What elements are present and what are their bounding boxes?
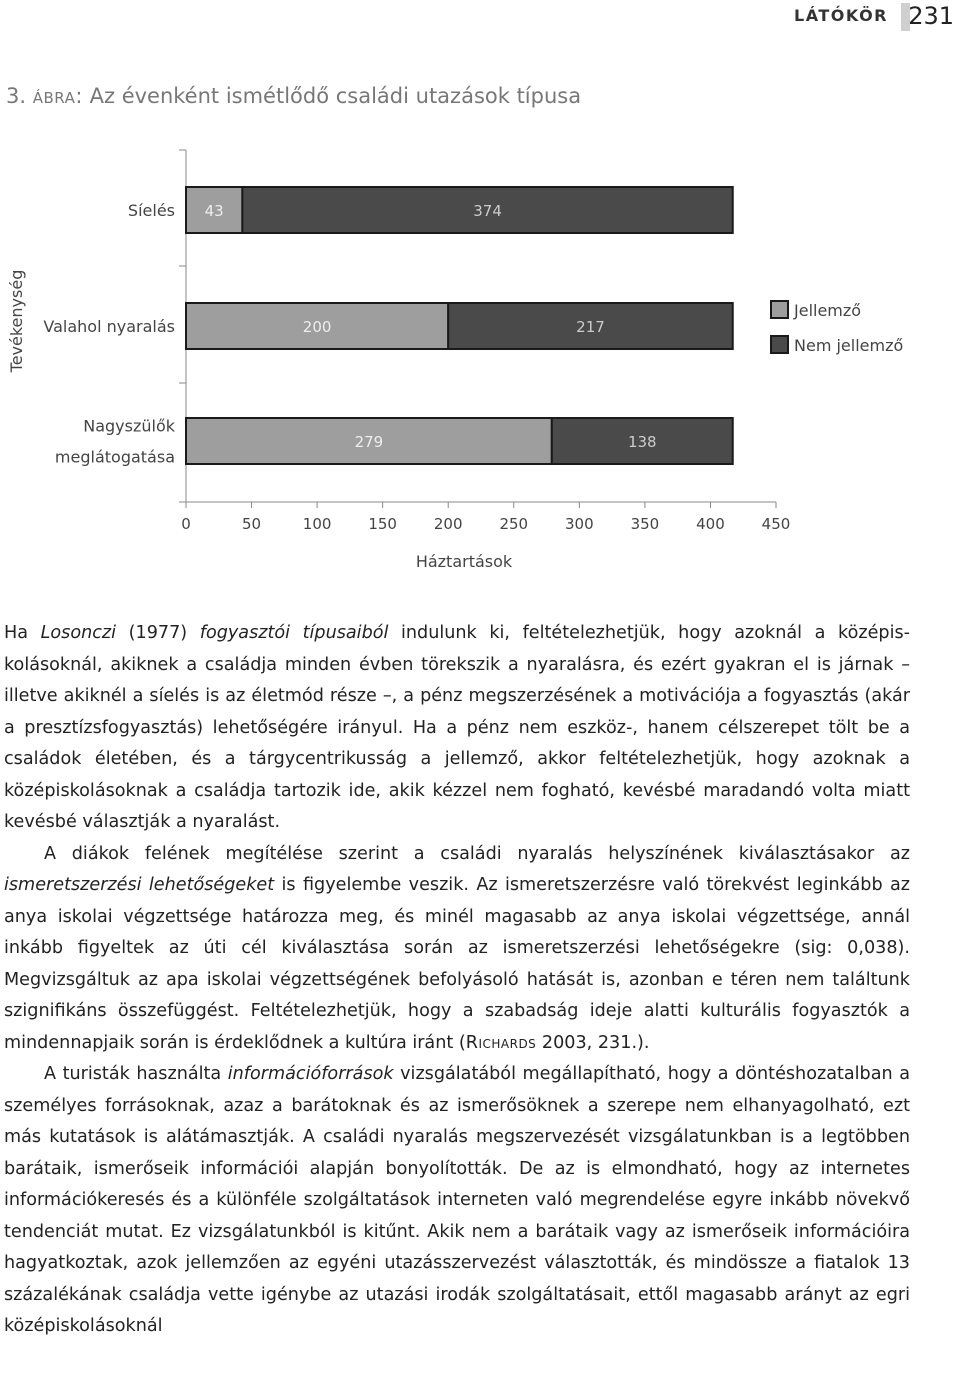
x-tick-label: 400 <box>696 515 725 533</box>
figure-label: ábra: <box>32 84 83 108</box>
figure-caption <box>6 84 581 108</box>
x-tick-label: 100 <box>302 515 332 533</box>
x-tick-label: 250 <box>499 515 529 533</box>
x-tick-label: 50 <box>242 515 262 533</box>
x-tick-label: 150 <box>368 515 397 533</box>
category-label: Nagyszülők <box>83 416 175 436</box>
x-tick-label: 0 <box>181 515 191 533</box>
data-label: 217 <box>576 318 605 336</box>
category-label: Síelés <box>127 201 175 220</box>
author-name: Losonczi <box>40 623 117 643</box>
legend-swatch <box>771 301 788 318</box>
emphasis: ismeretszerzési lehetőségeket <box>4 875 275 895</box>
section-name: LÁTÓKÖR <box>794 6 888 25</box>
legend-swatch <box>771 336 788 353</box>
data-label: 200 <box>302 318 332 336</box>
data-label: 374 <box>473 202 502 220</box>
data-label: 138 <box>627 433 657 451</box>
legend-label: Nem jellemző <box>794 336 904 355</box>
page-number: 231 <box>908 2 954 30</box>
article-body <box>4 618 910 1343</box>
legend-label: Jellemző <box>794 301 862 320</box>
x-tick-label: 450 <box>761 515 791 533</box>
x-tick-label: 350 <box>630 515 660 533</box>
x-tick-label: 200 <box>433 515 463 533</box>
figure-title: Az évenként ismétlődő családi utazások típusa <box>89 84 582 108</box>
x-axis-title: Háztartások <box>415 552 513 571</box>
figure-number: 3. <box>6 84 27 108</box>
running-head <box>660 0 960 36</box>
citation-author: Richards <box>465 1032 537 1053</box>
data-label: 43 <box>204 202 224 220</box>
paragraph-3: A turisták használta információforrások vizsgálatából megállapítható, hogy a döntéshozatalban a személyes forrásoknak, azaz a barátoknak és az ismerősöknek a szerepe nem elhanyagolható, ezt más kutatások is alátámasztják. A családi nyaralás megszervezését vizsgálatunkban is a legtöbben barátaik, ismerőseik információi alapján bonyolították. De az is elmondható, hogy az internetes információkeresés és a különféle szolgáltatások interneten való megrendelése egyre inkább növekvő tendenciát mutat. Ez vizsgálatunkból is kitűnt. Akik nem a barátaik vagy az ismerőseik információira hagyatkoztak, azok jellemzően az egyéni utazásszervezést választották, és mindössze a fiatalok 13 százalékának családja vette igénybe az utazási irodák szolgáltatásait, ettől magasabb arányt az egri középiskolásoknál <box>4 1064 910 1336</box>
category-label: Valahol nyaralás <box>43 317 175 336</box>
emphasis: információforrások <box>227 1064 394 1084</box>
data-label: 279 <box>354 433 384 451</box>
y-axis-title: Tevékenység <box>7 269 26 373</box>
emphasis: fogyasztói típusaiból <box>199 623 389 643</box>
category-label: meglátogatása <box>54 447 175 467</box>
stacked-bar-chart <box>0 130 960 580</box>
paragraph-2: A diákok felének megítélése szerint a családi nyaralás helyszínének kiválasztásakor az ismeretszerzési lehetőségeket is figyelembe veszik. Az ismeretszerzésre való törekvést leginkább az anya iskolai végzettsége határozza meg, és minél magasabb az anya iskolai végzettsége, annál inkább figyeltek az úti cél kiválasztása során az ismeretszerzési lehetőségekre (sig: 0,038). Megvizsgáltuk az apa iskolai végzettségének befolyásoló hatását is, azonban e téren nem találtunk szignifikáns összefüggést. Feltételezhetjük, hogy a szabadság ideje alatti kulturális fogyasztók a mindennapjaik során is érdeklődnek a kultúra iránt (Richards 2003, 231.). <box>4 843 910 1053</box>
paragraph-1: Ha Losonczi (1977) fogyasztói típusaiból indulunk ki, feltételezhetjük, hogy azoknál a középiskolásoknál, akiknek a családja minden évben törekszik a nyaralásra, és ezért gyakran el is járnak – illetve akiknél a síelés is az életmód része –, a pénz megszerzésének a motivációja a fogyasztás (akár a presztízsfogyasztás) lehetőségére irányul. Ha a pénz nem eszköz-, hanem célszerepet tölt be a családok életében, és a tárgycentrikusság a jellemző, akkor feltételezhetjük, hogy azoknak a középiskolásoknak a családja tartozik ide, akik kézzel nem fogható, kevésbé maradandó volta miatt kevésbé választják a nyaralást. <box>4 623 911 832</box>
x-tick-label: 300 <box>565 515 594 533</box>
